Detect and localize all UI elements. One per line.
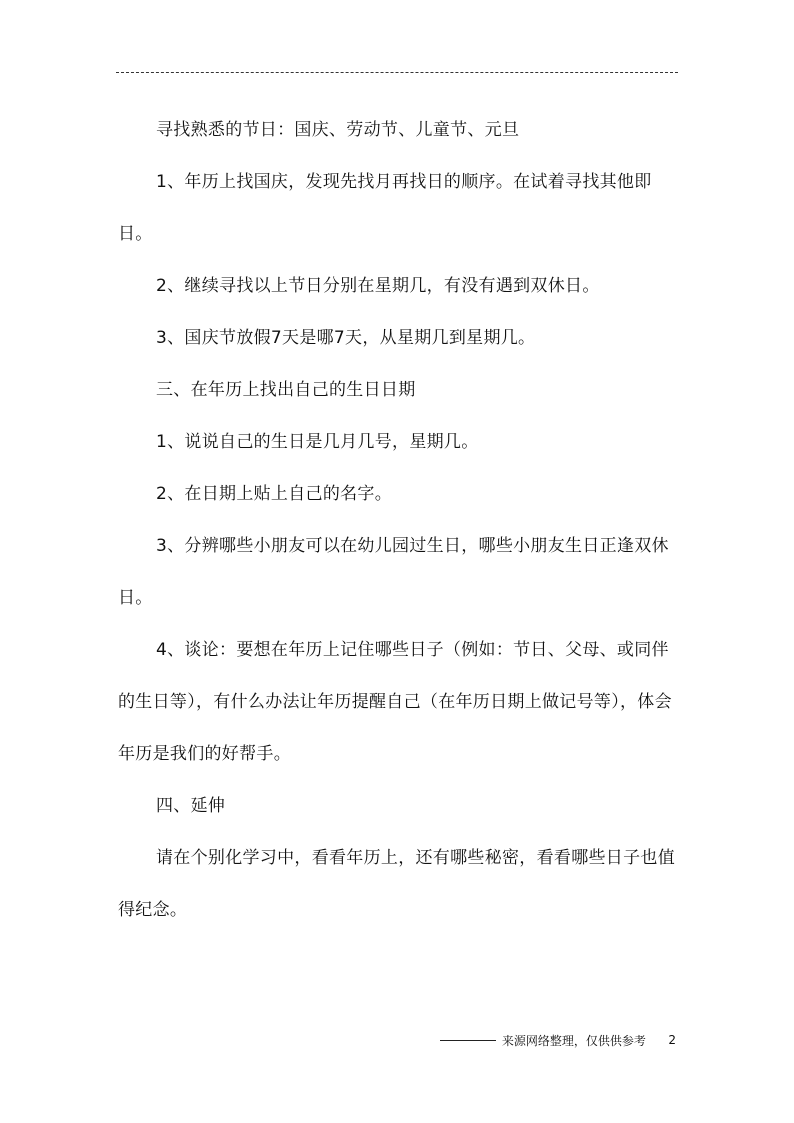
paragraph-step-1-national-day: 1、年历上找国庆，发现先找月再找日的顺序。在试着寻找其他即日。	[118, 172, 652, 244]
paragraph-step-3-holiday-days: 3、国庆节放假7天是哪7天，从星期几到星期几。	[156, 328, 536, 348]
paragraph-step-2-weekday: 2、继续寻找以上节日分别在星期几，有没有遇到双休日。	[156, 276, 600, 296]
page-footer	[440, 1030, 680, 1050]
paragraph-holidays-intro: 寻找熟悉的节日：国庆、劳动节、儿童节、元旦	[156, 120, 520, 140]
footer-dash-rule	[440, 1040, 496, 1041]
paragraph-birthday-1: 1、说说自己的生日是几月几号，星期几。	[156, 432, 479, 452]
document-body	[118, 104, 678, 936]
paragraph-extension: 请在个别化学习中，看看年历上，还有哪些秘密，看看哪些日子也值得纪念。	[118, 848, 675, 920]
section-heading-birthday: 三、在年历上找出自己的生日日期	[156, 380, 416, 400]
page-number: 2	[668, 1033, 676, 1047]
paragraph-birthday-3: 3、分辨哪些小朋友可以在幼儿园过生日，哪些小朋友生日正逢双休日。	[118, 536, 669, 608]
footer-note: 来源网络整理，仅供供参考	[501, 1033, 646, 1048]
header-dashed-rule	[116, 72, 678, 73]
paragraph-birthday-2: 2、在日期上贴上自己的名字。	[156, 484, 393, 504]
paragraph-birthday-4: 4、谈论：要想在年历上记住哪些日子（例如：节日、父母、或同伴的生日等），有什么办法让年历提醒自己（在年历日期上做记号等），体会年历是我们的好帮手。	[118, 640, 672, 764]
section-heading-extension: 四、延伸	[156, 796, 226, 816]
